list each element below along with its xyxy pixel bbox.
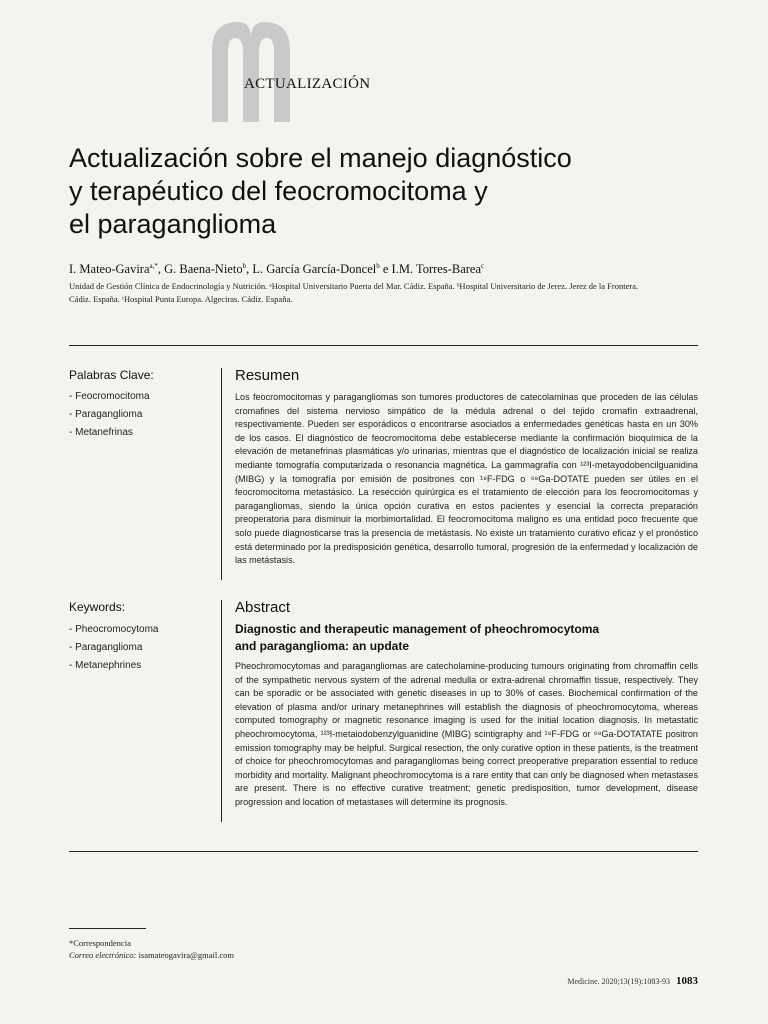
- footnote-rule: [69, 928, 146, 929]
- english-title-line: Diagnostic and therapeutic management of pheochromocytoma: [235, 622, 600, 636]
- correspondence-label: *Correspondencia: [69, 938, 131, 948]
- journal-footer: [567, 975, 698, 987]
- abstract-heading: Abstract: [235, 599, 291, 616]
- title-line: el paraganglioma: [69, 209, 277, 239]
- resumen-text: Los feocromocitomas y paragangliomas son tumores productores de catecolaminas que proceden de las células cromafines del sistema nervioso simpático de la médula adrenal o del tejido cromafín extraadrenal, respectivamente. Pueden ser esporádicos o encontrarse asociados a enfermedades genéticas hasta en un 30% de los casos. El diagnóstico de feocromocitoma debe establecerse mediante la confirmación bioquímica de la elevación de metanefrinas plasmáticas y/o urinarias, mientras que el diagnóstico de localización inicial se realiza mediante tomografía computarizada o resonancia magnética. La gammagrafía con ¹²³I-metayodobencilguanidina (MIBG) y la tomografía por emisión de positrones con ¹⁸F-FDG o ⁶⁸Ga-DOTATE pueden ser útiles en el feocromocitoma metastásico. La resección quirúrgica es el tratamiento de elección para los feocromocitomas y paragangliomas, siendo la única opción curativa en estos pacientes y esencial la correcta preparación preoperatoria para disminuir la morbimortalidad. El feocromocitoma maligno es una entidad poco frecuente que solo puede diagnosticarse tras la presencia de metástasis. No existe un tratamiento curativo eficaz y el pronóstico está determinado por la predisposición genética, desarrollo tumoral, progresión de la enfermedad y localización de las metástasis.: [235, 392, 698, 566]
- page-number: 1083: [676, 975, 698, 987]
- author-affil-mark: b: [376, 262, 380, 270]
- affiliations: [69, 280, 709, 306]
- affiliation-line: Unidad de Gestión Clínica de Endocrinología y Nutrición. ᵃHospital Universitario Puerta del Mar. Cádiz. España. ᵇHospital Universitario de Jerez. Jerez de la Frontera.: [69, 281, 639, 291]
- english-title-line: and paraganglioma: an update: [235, 639, 410, 653]
- keyword-item: - Paraganglioma: [69, 642, 143, 653]
- author-affil-mark: c: [481, 262, 485, 270]
- title-line: y terapéutico del feocromocitoma y: [69, 176, 488, 206]
- keyword-item: - Metanephrines: [69, 660, 142, 671]
- top-divider: [69, 345, 698, 346]
- article-title: [69, 142, 709, 241]
- affiliation-line: Cádiz. España. ᶜHospital Punta Europa. Algeciras. Cádiz. España.: [69, 294, 293, 304]
- title-line: Actualización sobre el manejo diagnóstico: [69, 143, 572, 173]
- author-affil-mark: b: [242, 262, 247, 270]
- author-name: I. Mateo-Gavira: [69, 262, 150, 277]
- journal-reference: Medicine. 2020;13(19):1083-93: [567, 977, 670, 986]
- author-list: [69, 262, 484, 277]
- keyword-item: - Pheocromocytoma: [69, 624, 159, 635]
- email-address[interactable]: isamateogavira@gmail.com: [136, 950, 234, 960]
- keyword-item: - Paraganglioma: [69, 409, 143, 420]
- email-line: [69, 949, 234, 961]
- keywords-heading: Keywords:: [69, 600, 126, 614]
- palabras-clave-list: [69, 388, 150, 442]
- author-affil-mark: a,*: [149, 262, 158, 270]
- journal-logo-m: [212, 22, 290, 122]
- section-label: ACTUALIZACIÓN: [244, 76, 371, 92]
- resumen-heading: Resumen: [235, 367, 300, 384]
- author-name: , G. Baena-Nieto: [157, 262, 243, 277]
- bottom-divider: [69, 851, 698, 852]
- correspondence-footnote: [69, 937, 234, 961]
- keywords-list: [69, 621, 158, 675]
- author-name: e I.M. Torres-Barea: [379, 262, 482, 277]
- abstract-english-title: [235, 621, 698, 655]
- keyword-item: - Feocromocitoma: [69, 391, 150, 402]
- author-name: , L. García García-Doncel: [246, 262, 377, 277]
- email-label: Correo electrónico:: [69, 950, 137, 960]
- abstract-column-divider: [221, 600, 222, 822]
- keyword-item: - Metanefrinas: [69, 427, 133, 438]
- abstract-text: Pheochromocytomas and paragangliomas are catecholamine-producing tumours originating from chromaffin cells of the sympathetic nervous system of the adrenal medulla or extra-adrenal chromaffin tissue, respectively. They can be sporadic or be associated with genetic diseases in up to 30% of cases. Biochemical confirmation of the elevation of plasma and/or urinary metanephrines will establish the diagnosis of pheochromocytoma, whereas computed tomography or magnetic resonance imaging is used for the initial location diagnosis. In metastatic pheochromocytoma, ¹²³I-metaiodobenzylguanidine (MIBG) scintigraphy and ¹⁸F-FDG or ⁶⁸Ga-DOTATATE positron emission tomography may be helpful. Surgical resection, the only curative option in these patients, is the treatment of choice for pheochromocytomas and paragangliomas being correct preoperative preparation essential to reduce morbidity and mortality. Malignant pheochromocytoma is a rare entity that can only be diagnosed when metastases are present. There is no effective curative treatment; genetic predisposition, tumor development, disease progression and location of metastases will determine its prognosis.: [235, 661, 698, 807]
- palabras-clave-heading: Palabras Clave:: [69, 368, 154, 382]
- resumen-column-divider: [221, 368, 222, 580]
